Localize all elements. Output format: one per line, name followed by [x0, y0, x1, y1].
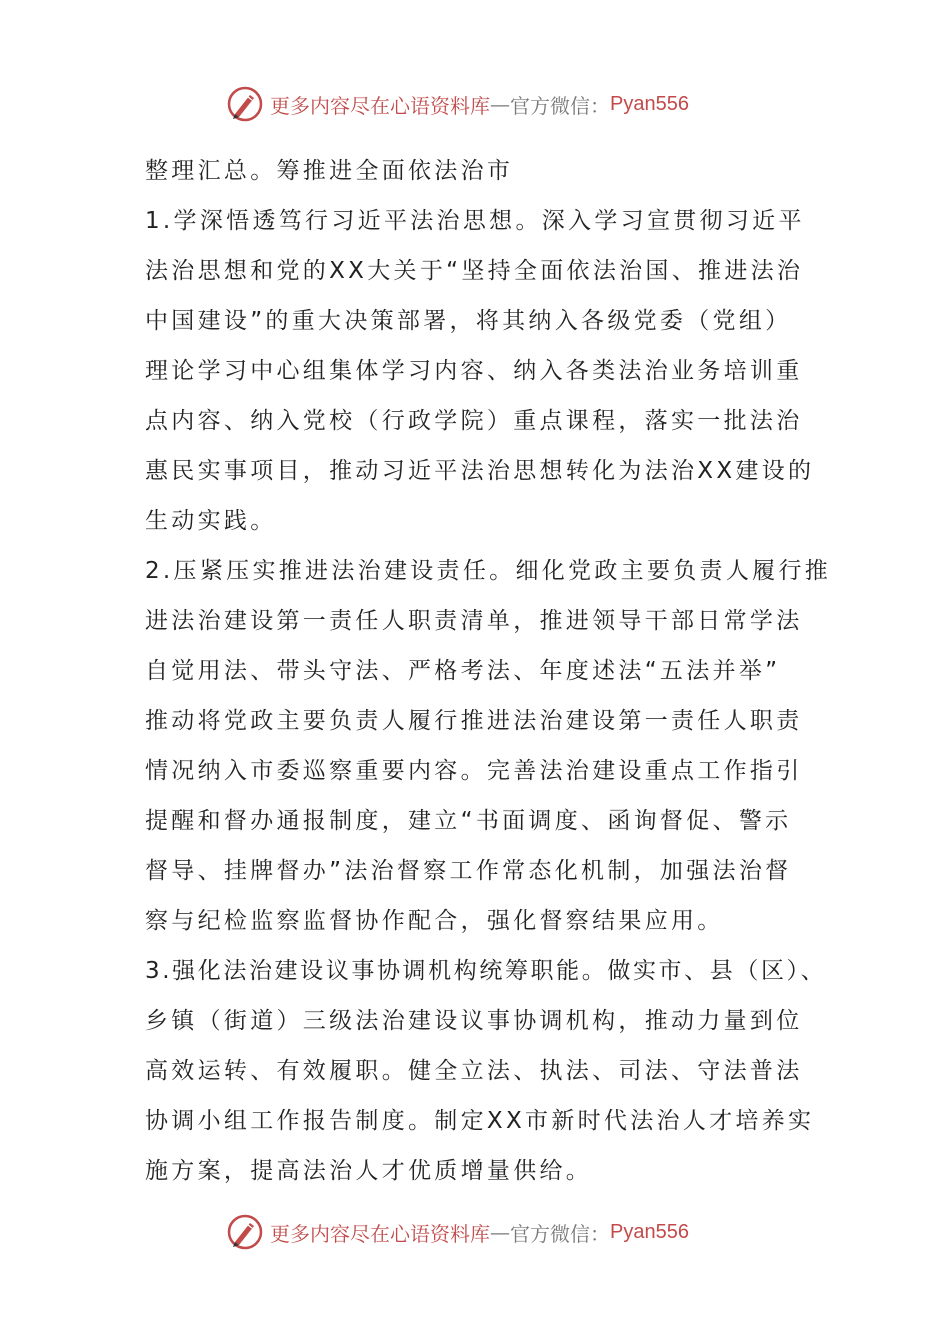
text-line: 自觉用法、带头守法、严格考法、年度述法“五法并举”	[145, 658, 781, 684]
text-line: 协调小组工作报告制度。制定XX市新时代法治人才培养实	[145, 1108, 815, 1134]
text-line: 进法治建设第一责任人职责清单，推进领导干部日常学法	[145, 608, 803, 634]
footer-banner	[226, 1210, 689, 1254]
banner-wechat-label: 官方微信：	[510, 93, 610, 118]
pen-logo-icon	[226, 85, 264, 123]
text-line: 中国建设”的重大决策部署，将其纳入各级党委（党组）	[145, 308, 792, 334]
text-line: 情况纳入市委巡察重要内容。完善法治建设重点工作指引	[145, 758, 803, 784]
banner-dash: —	[490, 92, 510, 116]
banner-wechat-label: 官方微信：	[510, 1221, 610, 1246]
document-body	[145, 146, 832, 1196]
banner-account: Pyan556	[610, 92, 689, 115]
banner-dash: —	[490, 1220, 510, 1244]
text-line: 施方案，提高法治人才优质增量供给。	[145, 1158, 593, 1184]
text-line: 1.学深悟透笃行习近平法治思想。深入学习宣贯彻习近平	[145, 208, 805, 234]
text-line: 乡镇（街道）三级法治建设议事协调机构，推动力量到位	[145, 1008, 803, 1034]
text-line: 2.压紧压实推进法治建设责任。细化党政主要负责人履行推	[145, 558, 832, 584]
text-line: 法治思想和党的XX大关于“坚持全面依法治国、推进法治	[145, 258, 804, 284]
text-line: 督导、挂牌督办”法治督察工作常态化机制，加强法治督	[145, 858, 792, 884]
banner-slogan: 更多内容尽在心语资料库	[270, 1221, 490, 1246]
header-banner	[226, 82, 689, 126]
text-line: 点内容、纳入党校（行政学院）重点课程，落实一批法治	[145, 408, 803, 434]
text-line: 高效运转、有效履职。健全立法、执法、司法、守法普法	[145, 1058, 803, 1084]
text-line: 整理汇总。筹推进全面依法治市	[145, 158, 514, 184]
text-line: 提醒和督办通报制度，建立“书面调度、函询督促、警示	[145, 808, 792, 834]
text-line: 生动实践。	[145, 508, 277, 534]
text-line: 察与纪检监察监督协作配合，强化督察结果应用。	[145, 908, 724, 934]
text-line: 惠民实事项目，推动习近平法治思想转化为法治XX建设的	[145, 458, 815, 484]
text-line: 推动将党政主要负责人履行推进法治建设第一责任人职责	[145, 708, 803, 734]
pen-logo-icon	[226, 1213, 264, 1251]
banner-account: Pyan556	[610, 1220, 689, 1243]
banner-slogan: 更多内容尽在心语资料库	[270, 93, 490, 118]
text-line: 理论学习中心组集体学习内容、纳入各类法治业务培训重	[145, 358, 803, 384]
text-line: 3.强化法治建设议事协调机构统筹职能。做实市、县（区）、	[145, 958, 827, 984]
